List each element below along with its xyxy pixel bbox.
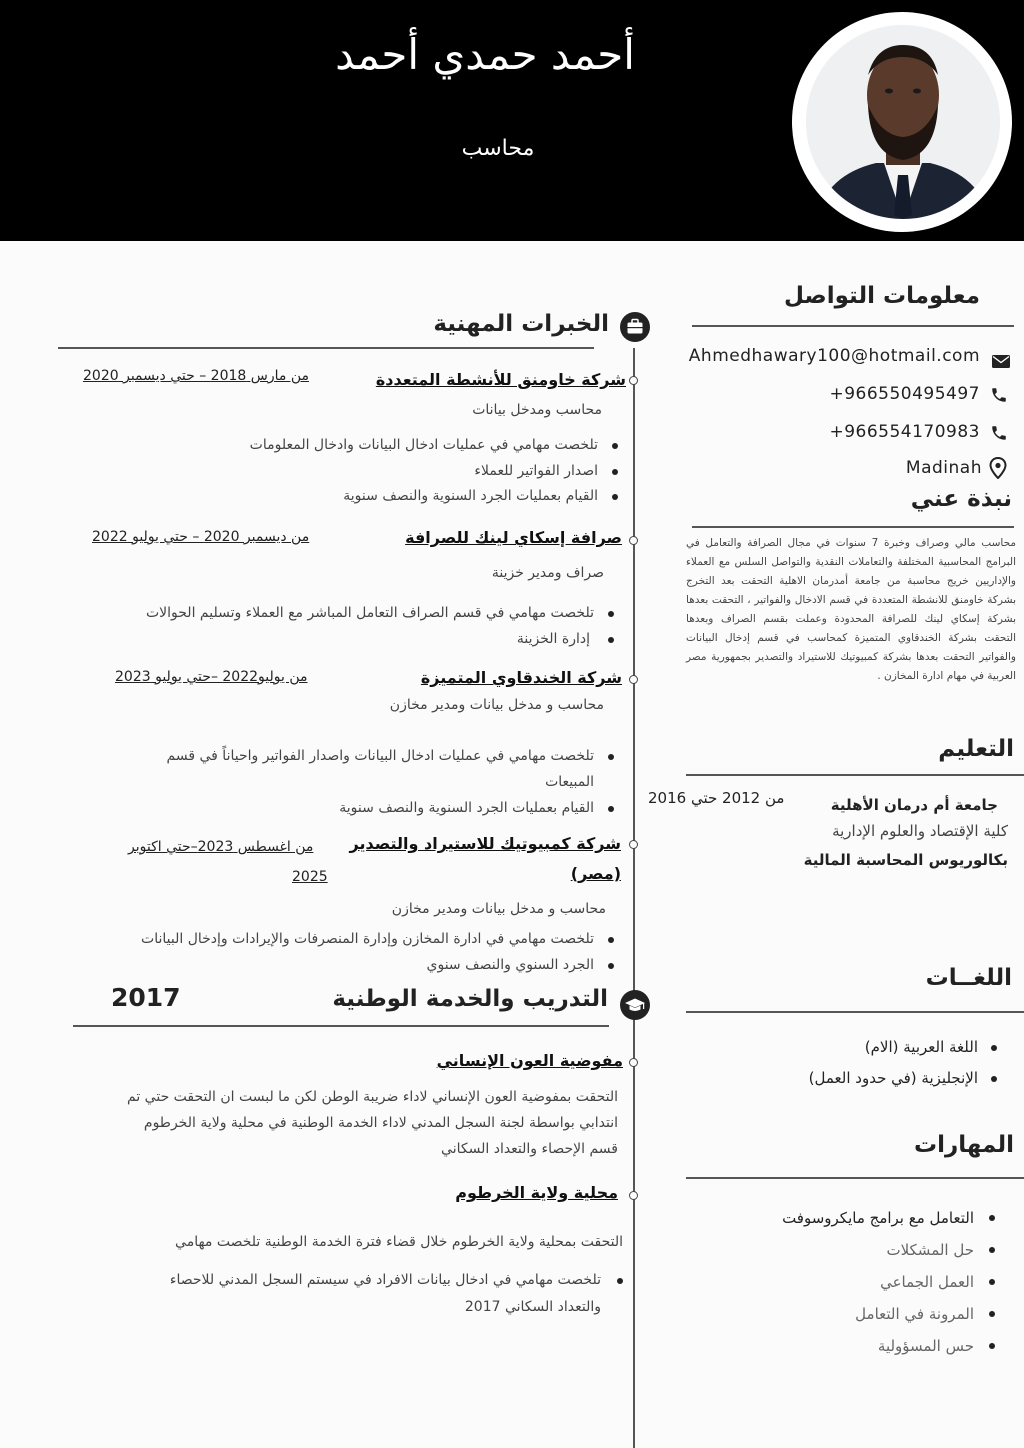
job-company: شركة خاومنق للأنشطة المتعددة xyxy=(375,370,626,389)
bullet-dot xyxy=(608,806,614,812)
skill-item: حل المشكلات xyxy=(886,1241,974,1259)
job-date: من يوليو2022 –حتي يوليو 2023 xyxy=(115,669,308,685)
training-bullet: تلخصت مهامي في ادخال بيانات الافراد في سيستم السجل المدني للاحصاء xyxy=(169,1272,601,1288)
education-heading: التعليم xyxy=(938,736,1014,762)
timeline-node xyxy=(629,376,638,385)
about-heading: نبذة عني xyxy=(910,486,1012,512)
job-bullet: تلخصت مهامي في ادارة المخازن وإدارة المنصرفات والإيرادات وإدخال البيانات xyxy=(141,931,594,947)
training-year: 2017 xyxy=(111,983,181,1012)
job-bullet-continuation: المبيعات xyxy=(545,774,594,790)
bullet-dot xyxy=(617,1278,623,1284)
timeline-node xyxy=(629,1191,638,1200)
language-item: الإنجليزية (في حدود العمل) xyxy=(808,1069,978,1087)
job-role: محاسب و مدخل بيانات ومدير مخازن xyxy=(389,697,604,713)
phone-icon xyxy=(990,386,1008,408)
training-description-line: التحقت بمفوضية العون الإنساني لاداء ضريبة الوطن لكن ما لبست ان التحقت حتي تم xyxy=(127,1089,618,1105)
phone-2-text[interactable]: +966554170983 xyxy=(829,422,980,442)
skill-item: العمل الجماعي xyxy=(880,1273,974,1291)
candidate-name: أحمد حمدي أحمد xyxy=(335,30,635,79)
job-role: محاسب ومدخل بيانات xyxy=(472,402,602,418)
bullet-dot xyxy=(989,1279,995,1285)
education-faculty: كلية الإقتصاد والعلوم الإدارية xyxy=(832,822,1008,840)
bullet-dot xyxy=(608,637,614,643)
job-title: محاسب xyxy=(461,136,535,161)
education-degree: بكالوريوس المحاسبة المالية xyxy=(803,851,1008,869)
bullet-dot xyxy=(989,1343,995,1349)
education-date: من 2012 حتي 2016 xyxy=(648,789,785,807)
job-date: من مارس 2018 – حتي ديسمبر 2020 xyxy=(83,368,309,384)
phone-1-text[interactable]: +966550495497 xyxy=(829,384,980,404)
languages-heading: اللغــات xyxy=(925,965,1012,991)
bullet-dot xyxy=(989,1215,995,1221)
bullet-dot xyxy=(612,443,618,449)
language-item: اللغة العربية (الام) xyxy=(864,1038,978,1056)
training-divider xyxy=(73,1025,609,1027)
languages-divider xyxy=(686,1011,1024,1013)
skill-item: التعامل مع برامج مايكروسوفت xyxy=(782,1209,974,1227)
bullet-dot xyxy=(608,754,614,760)
bullet-dot xyxy=(991,1076,997,1082)
training-org: مفوضية العون الإنساني xyxy=(436,1051,623,1070)
experience-divider xyxy=(58,347,594,349)
timeline-node xyxy=(629,840,638,849)
job-bullet: إدارة الخزينة xyxy=(516,631,590,647)
bullet-dot xyxy=(612,469,618,475)
about-divider xyxy=(692,526,1014,528)
contact-heading: معلومات التواصل xyxy=(784,283,980,309)
skills-heading: المهارات xyxy=(914,1132,1014,1158)
timeline-line xyxy=(633,348,635,1448)
job-company: صرافة إسكاي لينك للصرافة xyxy=(405,528,622,547)
training-description-line: التحقت بمحلية ولاية الخرطوم خلال قضاء فترة الخدمة الوطنية تلخصت مهامي xyxy=(175,1234,623,1250)
skill-item: المرونة في التعامل xyxy=(855,1305,974,1323)
about-text: محاسب مالي وصراف وخبرة 7 سنوات في مجال الصرافة والتعامل في البرامج المحاسبية المختلفة والتعاملات النقدية والتواصل السلس مع العملاء والإداريين خريج محاسبة من جامعة أمدرمان الاهلية التحقت بعد التخرج بشركة خاومنق للانشطة المتعددة في قسم الادخال والفواتير ، التحقت بعدها بشركة إسكاي لينك للصرافة المحدودة وعملت بقسم الصراف وبعدها التحقت بشركة الخندقاوي المتميزة كمحاسب في قسم إدخال البيانات والفواتير التحقت بعدها بشركة كمبيوتيك للاستيراد والتصدير بجمهورية مصر العربية في مهام ادارة المخازن . xyxy=(686,537,1016,682)
training-bullet-continuation: والتعداد السكاني 2017 xyxy=(464,1299,601,1315)
timeline-node xyxy=(629,1058,638,1067)
job-company-country: (مصر) xyxy=(570,864,621,883)
job-bullet: اصدار الفواتير للعملاء xyxy=(474,463,598,479)
profile-photo xyxy=(806,25,1000,219)
skills-divider xyxy=(686,1177,1024,1179)
job-company: شركة الخندقاوي المتميزة xyxy=(420,668,622,687)
training-heading: التدريب والخدمة الوطنية xyxy=(332,986,608,1012)
job-date-continuation: 2025 xyxy=(292,869,328,885)
skill-item: حس المسؤولية xyxy=(877,1337,974,1355)
bullet-dot xyxy=(989,1247,995,1253)
training-description-line: قسم الإحصاء والتعداد السكاني xyxy=(441,1141,618,1157)
job-role: محاسب و مدخل بيانات ومدير مخازن xyxy=(391,901,606,917)
job-date: من اغسطس 2023–حتي اكتوبر xyxy=(128,839,314,855)
job-bullet: القيام بعمليات الجرد السنوية والنصف سنوية xyxy=(343,488,598,504)
email-text[interactable]: Ahmedhawary100@hotmail.com xyxy=(688,346,980,366)
bullet-dot xyxy=(612,494,618,500)
bullet-dot xyxy=(608,937,614,943)
graduation-cap-icon xyxy=(620,990,650,1020)
experience-heading: الخبرات المهنية xyxy=(433,311,609,337)
timeline-node xyxy=(629,536,638,545)
location-pin-icon xyxy=(989,457,1007,483)
phone-icon xyxy=(990,424,1008,446)
bullet-dot xyxy=(608,963,614,969)
job-bullet: تلخصت مهامي في قسم الصراف التعامل المباشر مع العملاء وتسليم الحوالات xyxy=(145,605,594,621)
job-date: من ديسمبر 2020 – حتي يوليو 2022 xyxy=(92,529,310,545)
bullet-dot xyxy=(991,1045,997,1051)
training-org: محلية ولاية الخرطوم xyxy=(455,1183,618,1202)
envelope-icon xyxy=(992,353,1010,372)
job-bullet: الجرد السنوي والنصف سنوي xyxy=(426,957,594,973)
education-divider xyxy=(686,774,1024,776)
job-role: صراف ومدير خزينة xyxy=(491,565,604,581)
bullet-dot xyxy=(989,1311,995,1317)
contact-divider xyxy=(692,325,1014,327)
job-company: شركة كمبيوتيك للاستيراد والتصدير xyxy=(349,834,621,853)
location-text: Madinah xyxy=(905,458,982,478)
bullet-dot xyxy=(608,611,614,617)
briefcase-icon xyxy=(620,312,650,342)
education-university: جامعة أم درمان الأهلية xyxy=(830,796,998,814)
job-bullet: تلخصت مهامي في عمليات ادخال البيانات وادخال المعلومات xyxy=(249,437,598,453)
training-description-line: انتدابي بواسطة لجنة السجل المدني لاداء الخدمة الوطنية في محلية ولاية الخرطوم xyxy=(143,1115,618,1131)
timeline-node xyxy=(629,675,638,684)
job-bullet: تلخصت مهامي في عمليات ادخال البيانات واصدار الفواتير واحياناً في قسم xyxy=(166,748,594,764)
job-bullet: القيام بعمليات الجرد السنوية والنصف سنوية xyxy=(339,800,594,816)
